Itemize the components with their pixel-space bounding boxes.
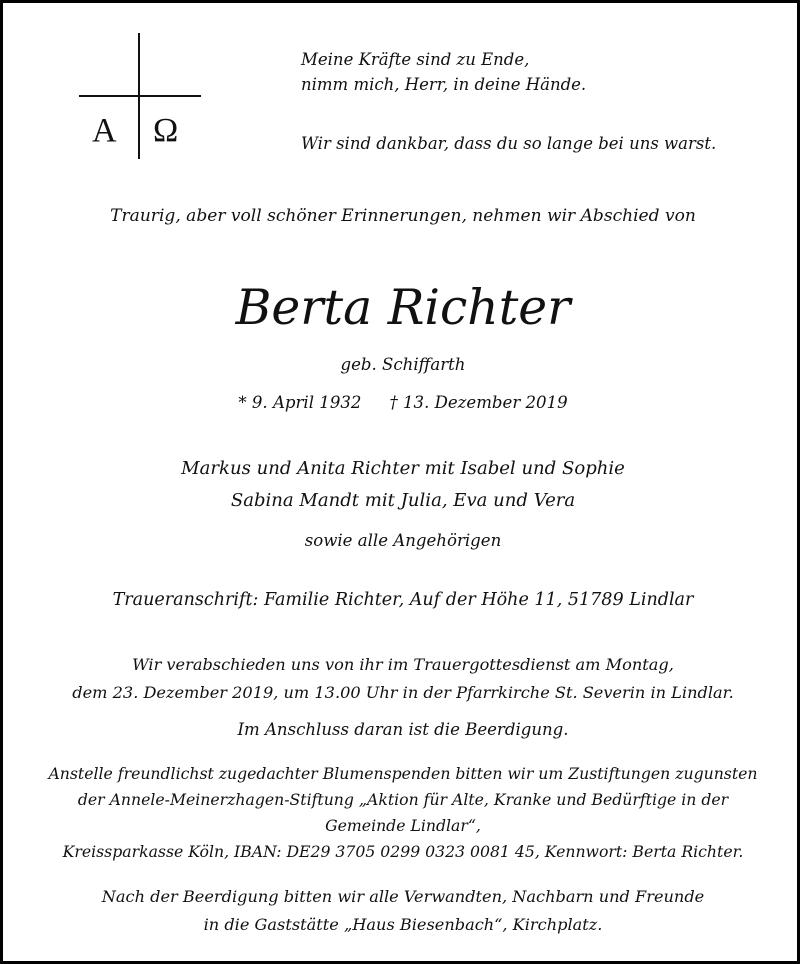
verse-line-1: Meine Kräfte sind zu Ende, — [301, 50, 530, 69]
donation-info — [3, 761, 800, 865]
mourners-list — [3, 453, 800, 517]
service-line-2: dem 23. Dezember 2019, um 13.00 Uhr in der Pfarrkirche St. Severin in Lindlar. — [72, 683, 734, 702]
alpha-symbol: Α — [92, 112, 117, 149]
service-line-1: Wir verabschieden uns von ihr im Trauergottesdienst am Montag, — [132, 655, 674, 674]
donation-line-1: Anstelle freundlichst zugedachter Blumenspenden bitten wir um Zustiftungen zugunsten — [48, 764, 758, 783]
donation-line-2: der Annele-Meinerzhagen-Stiftung „Aktion für Alte, Kranke und Bedürftige in der — [77, 790, 729, 809]
life-dates — [3, 393, 800, 412]
birth-date: * 9. April 1932 — [238, 393, 362, 412]
intro-text: Traurig, aber voll schöner Erinnerungen, nehmen wir Abschied von — [110, 206, 696, 226]
deceased-name: Berta Richter — [235, 280, 571, 336]
cross-horizontal-bar — [79, 95, 201, 97]
invitation-info — [3, 883, 800, 939]
mourning-address: Traueranschrift: Familie Richter, Auf der Höhe 11, 51789 Lindlar — [112, 590, 694, 610]
death-date: † 13. Dezember 2019 — [389, 393, 568, 412]
burial-info: Im Anschluss daran ist die Beerdigung. — [237, 720, 569, 739]
mourners-line-1: Markus und Anita Richter mit Isabel und Sophie — [181, 458, 625, 479]
verse-line-3: Wir sind dankbar, dass du so lange bei uns warst. — [301, 134, 717, 153]
verse — [301, 47, 586, 97]
donation-line-4: Kreissparkasse Köln, IBAN: DE29 3705 0299 0323 0081 45, Kennwort: Berta Richter. — [62, 842, 744, 861]
verse-line-2: nimm mich, Herr, in deine Hände. — [301, 75, 587, 94]
other-relatives: sowie alle Angehörigen — [304, 531, 502, 550]
invitation-line-1: Nach der Beerdigung bitten wir alle Verwandten, Nachbarn und Freunde — [101, 887, 705, 906]
omega-symbol: Ω — [153, 112, 179, 149]
service-info — [3, 651, 800, 707]
donation-line-3: Gemeinde Lindlar“, — [325, 816, 481, 835]
birth-name: geb. Schiffarth — [340, 355, 466, 374]
mourners-line-2: Sabina Mandt mit Julia, Eva und Vera — [230, 490, 576, 511]
invitation-line-2: in die Gaststätte „Haus Biesenbach“, Kirchplatz. — [203, 915, 603, 934]
